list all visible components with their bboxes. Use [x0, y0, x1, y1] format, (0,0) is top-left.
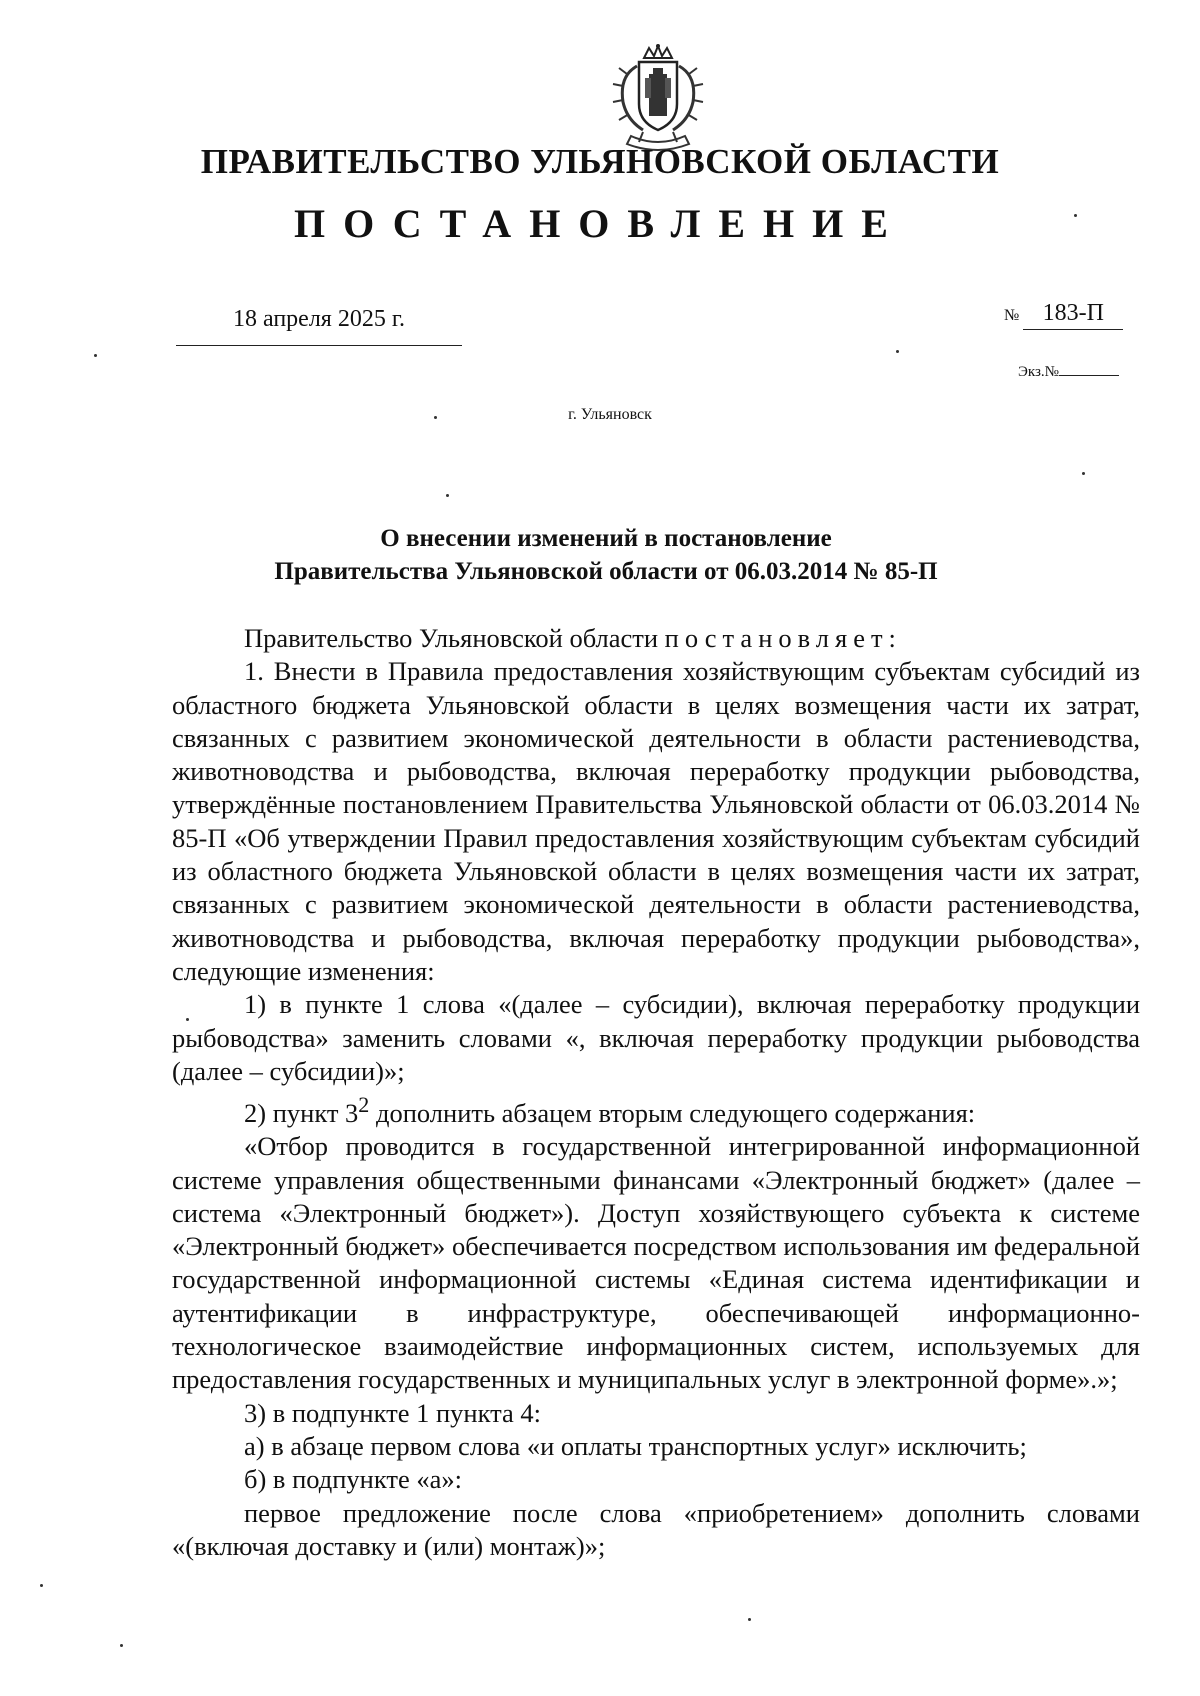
copy-number [1018, 364, 1119, 381]
scan-speck [186, 1018, 189, 1021]
document-subject [172, 522, 1040, 588]
paragraph-3-suffix: дополнить абзацем вторым следующего содержания: [369, 1097, 976, 1128]
scan-speck [896, 350, 899, 353]
scan-speck [1082, 472, 1085, 475]
paragraph-6: а) в абзаце первом слова «и оплаты транспортных услуг» исключить; [244, 1430, 1027, 1461]
document-body [172, 622, 1140, 1563]
scan-speck [748, 1618, 751, 1621]
scan-speck [94, 354, 97, 357]
subject-line-1: О внесении изменений в постановление [380, 525, 832, 552]
government-title: ПРАВИТЕЛЬСТВО УЛЬЯНОВСКОЙ ОБЛАСТИ [200, 142, 1000, 181]
scan-speck [1074, 214, 1077, 217]
paragraph-4: «Отбор проводится в государственной интегрированной информационной системе управления общественными финансами «Электронный бюджет» (далее – система «Электронный бюджет»). Доступ хозяйствующего субъекта к системе «Электронный бюджет» обеспечивается посредством использования им федеральной государственной информационной системы «Единая система идентификации и аутентификации в инфраструктуре, обеспечивающей информационно-технологическое взаимодействие информационных систем, используемых для предоставления государственных и муниципальных услуг в электронной форме».»; [172, 1131, 1140, 1395]
coat-of-arms-emblem [609, 44, 707, 152]
paragraph-1: 1. Внести в Правила предоставления хозяйствующим субъектам субсидий из областного бюджета Ульяновской области в целях возмещения части их затрат, связанных с развитием экономической деятельности в области растениеводства, животноводства и рыбоводства, включая переработку продукции рыбоводства, утверждённые постановлением Правительства Ульяновской области от 06.03.2014 № 85-П «Об утверждении Правил предоставления хозяйствующим субъектам субсидий из областного бюджета Ульяновской области в целях возмещения части их затрат, связанных с развитием экономической деятельности в области растениеводства, животноводства и рыбоводства, включая переработку продукции рыбоводства», следующие изменения: [172, 656, 1140, 986]
subject-line-2: Правительства Ульяновской области от 06.03.2014 № 85-П [274, 558, 938, 585]
paragraph-3-superscript: 2 [358, 1092, 370, 1118]
number-value: 183-П [1023, 300, 1123, 330]
scan-speck [446, 494, 449, 497]
paragraph-5: 3) в подпункте 1 пункта 4: [244, 1397, 542, 1428]
copy-label: Экз.№ [1018, 364, 1059, 380]
intro-paragraph [172, 622, 1140, 655]
intro-resolves: постановляет [664, 623, 889, 653]
paragraph-8: первое предложение после слова «приобретением» дополнить словами «(включая доставку и (или) монтаж)»; [172, 1497, 1140, 1561]
paragraph-2: 1) в пункте 1 слова «(далее – субсидии), включая переработку продукции рыбоводства» заменить словами «, включая переработку продукции рыбоводства (далее – субсидии)»; [172, 989, 1140, 1086]
scan-speck [434, 416, 437, 419]
document-number [1004, 300, 1123, 330]
intro-suffix: : [888, 623, 896, 653]
scan-speck [120, 1644, 123, 1647]
copy-value [1059, 375, 1119, 376]
number-label: № [1004, 307, 1020, 324]
paragraph-7: б) в подпункте «а»: [244, 1464, 462, 1495]
paragraph-3-prefix: 2) пункт 3 [244, 1097, 359, 1128]
scan-speck [40, 1584, 43, 1587]
intro-prefix: Правительство Ульяновской области [244, 623, 665, 653]
document-city: г. Ульяновск [568, 406, 652, 423]
document-date: 18 апреля 2025 г. [176, 306, 462, 346]
document-type-title: ПОСТАНОВЛЕНИЕ [294, 201, 906, 246]
paragraph-3 [172, 1088, 1140, 1130]
